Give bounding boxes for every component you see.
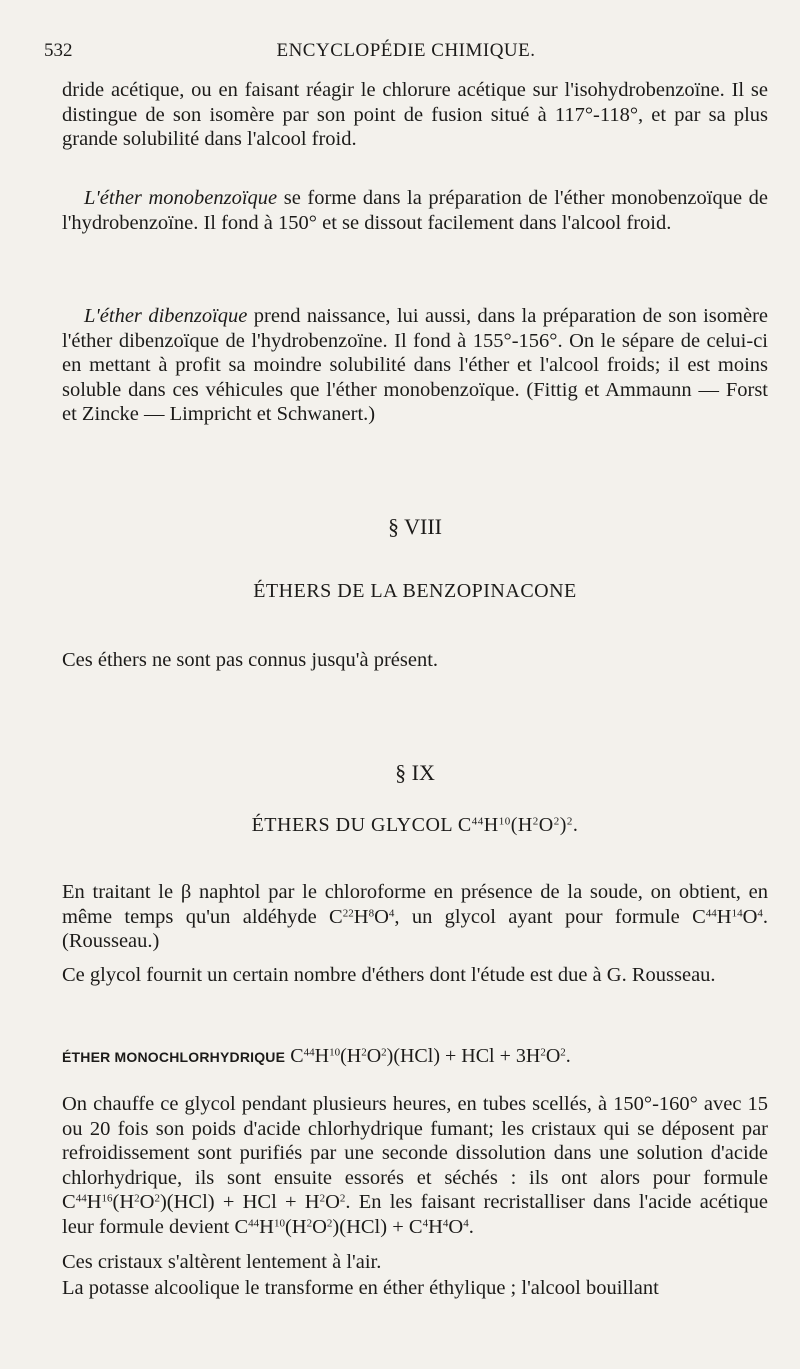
paragraph-dibenzoic (62, 304, 768, 427)
ether-heading-label: ÉTHER MONOCHLORHYDRIQUE (62, 1049, 286, 1065)
ether-monochlorhydric-heading: ÉTHER MONOCHLORHYDRIQUE $C^{44}H^{10}(H^2O^2)(HCl)$ + HCl + $3H^2O^2$. (62, 1045, 571, 1067)
paragraph-1-text: dride acétique, ou en faisant réagir le chlorure acétique sur l'isohydrobenzoïne. Il se distingue de son isomère par son point de fusion situé à 117°-118°, et par sa plus grande solubilité dans l'alcool froid. (62, 79, 768, 150)
page-number: 532 (44, 40, 73, 61)
section-9-mark: § IX (395, 760, 435, 785)
section-8-mark: § VIII (388, 514, 442, 539)
term-monobenzoic: L'éther monobenzoïque (84, 187, 278, 209)
term-dibenzoic: L'éther dibenzoïque (84, 305, 248, 327)
section-8-title: ÉTHERS DE LA BENZOPINACONE (253, 580, 577, 602)
running-title: ENCYCLOPÉDIE CHIMIQUE. (276, 40, 536, 61)
section-9-paragraph-2: Ce glycol fournit un certain nombre d'éthers dont l'étude est due à G. Rousseau. (62, 964, 716, 986)
section-9-paragraph-5: La potasse alcoolique le transforme en éther éthylique ; l'alcool bouillant (62, 1277, 659, 1299)
section-9-paragraph-4: Ces cristaux s'altèrent lentement à l'air. (62, 1251, 382, 1273)
paragraph-monobenzoic (62, 186, 768, 235)
page-header (44, 40, 768, 64)
paragraph-1 (62, 78, 768, 152)
section-9-paragraph-3: On chauffe ce glycol pendant plusieurs heures, en tubes scellés, à 150°-160° avec 15 ou 20 fois son poids d'acide chlorhydrique fumant; les cristaux qui se déposent par refroidissement sont purifiés par une seconde dissolution dans une solution d'acide chlorhydrique, ils sont ensuite essorés et séchés : ils ont alors pour formule $C^{44}H^{16}(H^2O^2)(HCl)$ + HCl + $H^2O^2$. En les faisant recristalliser dans l'acide acétique leur formule devient $C^{44}H^{10}(H^2O^2)(HCl) + C^4H^4O^4$. (62, 1093, 768, 1238)
monobenzoic-text: se forme dans la préparation de l'éther monobenzoïque de l'hydrobenzoïne. Il fond à 150° et se dissout facilement dans l'alcool froid. (62, 187, 768, 234)
section-9-paragraph-1: En traitant le β naphtol par le chloroforme en présence de la soude, on obtient, en même temps qu'un aldéhyde $C^{22}H^8O^4$, un glycol ayant pour formule $C^{44}H^{14}O^4$. (Rousseau.) (62, 881, 769, 952)
dibenzoic-text: prend naissance, lui aussi, dans la préparation de son isomère l'éther dibenzoïque de l'hydrobenzoïne. Il fond à 155°-156°. On le sépare de celui-ci en mettant à profit sa moindre solubilité dans l'éther et l'alcool froids; il est moins soluble dans ces véhicules que l'éther monobenzoïque. (Fittig et Ammaunn — Forst et Zincke — Limpricht et Schwanert.) (62, 305, 768, 425)
section-9-title: ÉTHERS DU GLYCOL $C^{44}H^{10}(H^2O^2)^2$. (251, 814, 579, 836)
section-8-text: Ces éthers ne sont pas connus jusqu'à présent. (62, 649, 439, 671)
